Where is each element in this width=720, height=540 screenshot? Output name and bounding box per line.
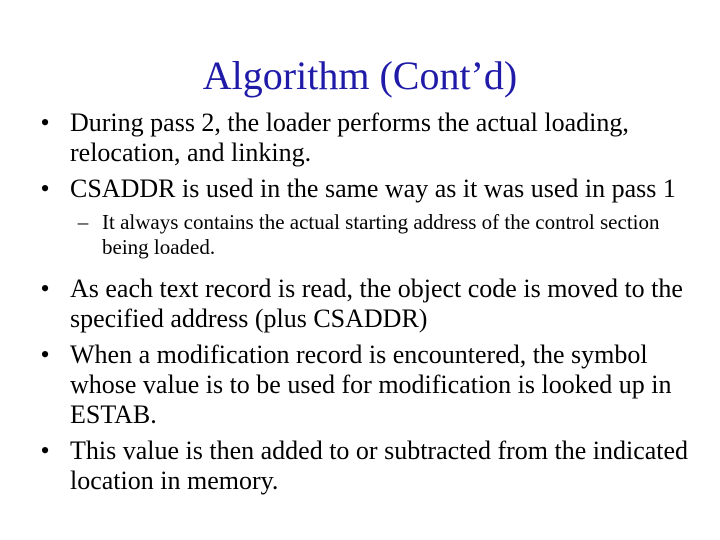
bullet-icon: • [40,174,50,203]
bullet-text: CSADDR is used in the same way as it was used in pass 1 [70,174,676,203]
slide-title: Algorithm (Cont’d) [202,53,518,98]
bullet-item [0,340,694,430]
bullet-list [0,108,720,502]
bullet-item [0,436,694,496]
bullet-text: When a modification record is encountered, the symbol whose value is to be used for modification is looked up in ESTAB. [70,340,672,429]
bullet-icon: • [40,436,50,465]
bullet-icon: • [40,340,50,369]
bullet-icon: • [40,108,50,137]
bullet-text: This value is then added to or subtracted from the indicated location in memory. [70,436,689,495]
bullet-item [0,274,694,334]
dash-icon: – [77,210,89,234]
bullet-text: During pass 2, the loader performs the actual loading, relocation, and linking. [70,108,629,167]
bullet-item [0,174,694,204]
sub-bullet-item [0,210,682,260]
bullet-text: As each text record is read, the object code is moved to the specified address (plus CSADDR) [70,274,683,333]
bullet-item [0,108,694,168]
bullet-icon: • [40,274,50,303]
sub-bullet-text: It always contains the actual starting address of the control section being loaded. [102,210,660,259]
